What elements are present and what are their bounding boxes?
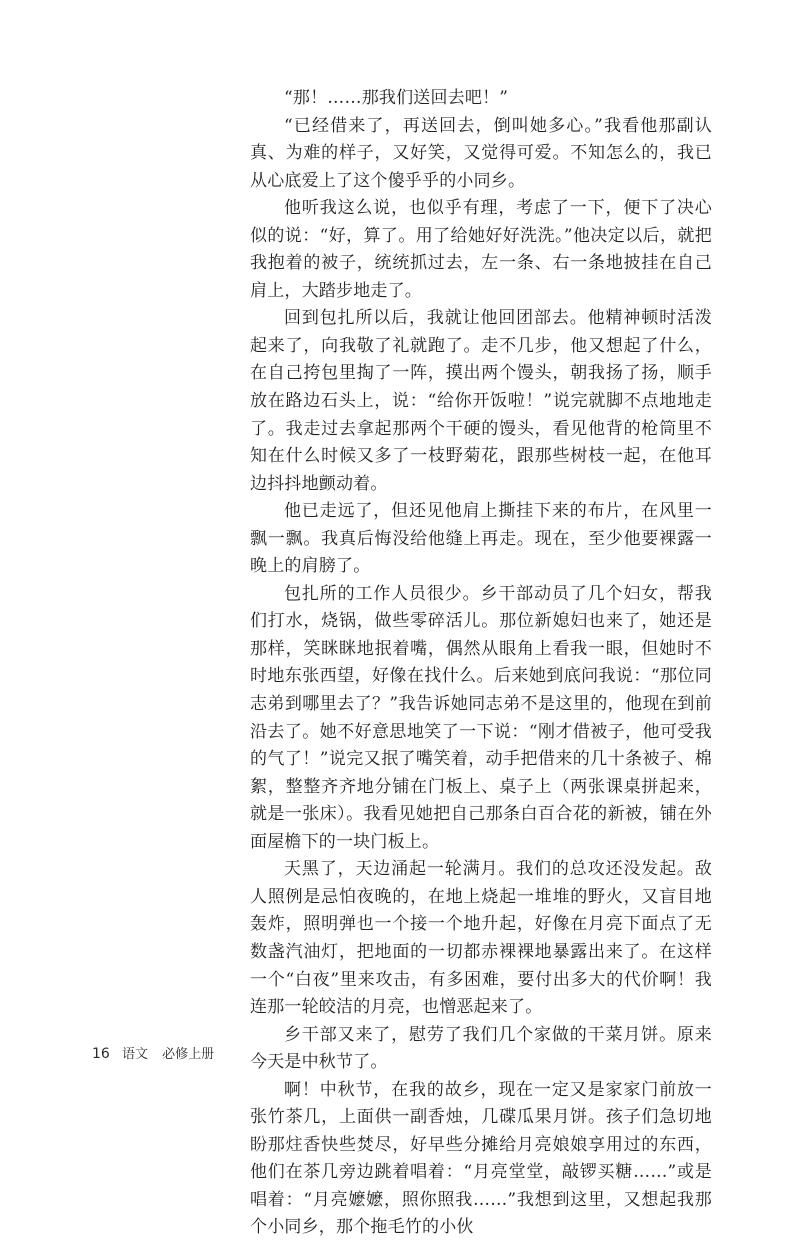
book-title: 语文 bbox=[121, 1047, 148, 1062]
paragraph-6: 包扎所的工作人员很少。乡干部动员了几个妇女，帮我们打水，烧锅，做些零碎活儿。那位新媳妇也来了，她还是那样，笑眯眯地抿着嘴，偶然从眼角上看我一眼，但她时不时地东张西望，好像在找什么。后来她到底问我说：“那位同志弟到哪里去了？”我告诉她同志弟不是这里的，他现在到前沿去了。她不好意思地笑了一下说：“刚才借被子，他可受我的气了！”说完又抿了嘴笑着，动手把借来的几十条被子、棉絮，整整齐齐地分铺在门板上、桌子上（两张课桌拼起来，就是一张床）。我看见她把自己那条白百合花的新被，铺在外面屋檐下的一块门板上。 bbox=[250, 583, 712, 852]
paragraph-8: 乡干部又来了，慰劳了我们几个家做的干菜月饼。原来今天是中秋节了。 bbox=[250, 1024, 712, 1073]
page-number: 16 bbox=[92, 1046, 110, 1062]
paragraph-9: 啊！中秋节，在我的故乡，现在一定又是家家门前放一张竹茶几，上面供一副香烛，几碟瓜果月饼。孩子们急切地盼那炷香快些焚尽，好早些分摊给月亮娘娘享用过的东西，他们在茶几旁边跳着唱着：“月亮堂堂，敲锣买糖……”或是唱着：“月亮嬷嬷，照你照我……”我想到这里，又想起我那个小同乡，那个拖毛竹的小伙 bbox=[250, 1079, 712, 1238]
paragraph-3: 他听我这么说，也似乎有理，考虑了一下，便下了决心似的说：“好，算了。用了给她好好洗洗。”他决定以后，就把我抱着的被子，统统抓过去，左一条、右一条地披挂在自己肩上，大踏步地走了。 bbox=[250, 198, 712, 301]
paragraph-5: 他已走远了，但还见他肩上撕挂下来的布片，在风里一飘一飘。我真后悔没给他缝上再走。现在，至少他要裸露一晚上的肩膀了。 bbox=[250, 501, 712, 577]
page-footer bbox=[92, 1043, 214, 1062]
paragraph-4: 回到包扎所以后，我就让他回团部去。他精神顿时活泼起来了，向我敬了礼就跑了。走不几步，他又想起了什么，在自己挎包里掏了一阵，摸出两个馒头，朝我扬了扬，顺手放在路边石头上，说：“给你开饭啦！”说完就脚不点地地走了。我走过去拿起那两个干硬的馒头，看见他背的枪筒里不知在什么时候又多了一枝野菊花，跟那些树枝一起，在他耳边抖抖地颤动着。 bbox=[250, 308, 712, 494]
paragraph-1: “那！……那我们送回去吧！” bbox=[284, 88, 509, 108]
body-text bbox=[250, 85, 712, 1242]
paragraph-7: 天黑了，天边涌起一轮满月。我们的总攻还没发起。敌人照例是忌怕夜晚的，在地上烧起一堆堆的野火，又盲目地轰炸，照明弹也一个接一个地升起，好像在月亮下面点了无数盏汽油灯，把地面的一切都赤裸裸地暴露出来了。在这样一个“白夜”里来攻击，有多困难，要付出多大的代价啊！我连那一轮皎洁的月亮，也憎恶起来了。 bbox=[250, 859, 712, 1018]
book-volume: 必修上册 bbox=[162, 1047, 215, 1062]
paragraph-2: “已经借来了，再送回去，倒叫她多心。”我看他那副认真、为难的样子，又好笑，又觉得可爱。不知怎么的，我已从心底爱上了这个傻乎乎的小同乡。 bbox=[250, 115, 712, 191]
